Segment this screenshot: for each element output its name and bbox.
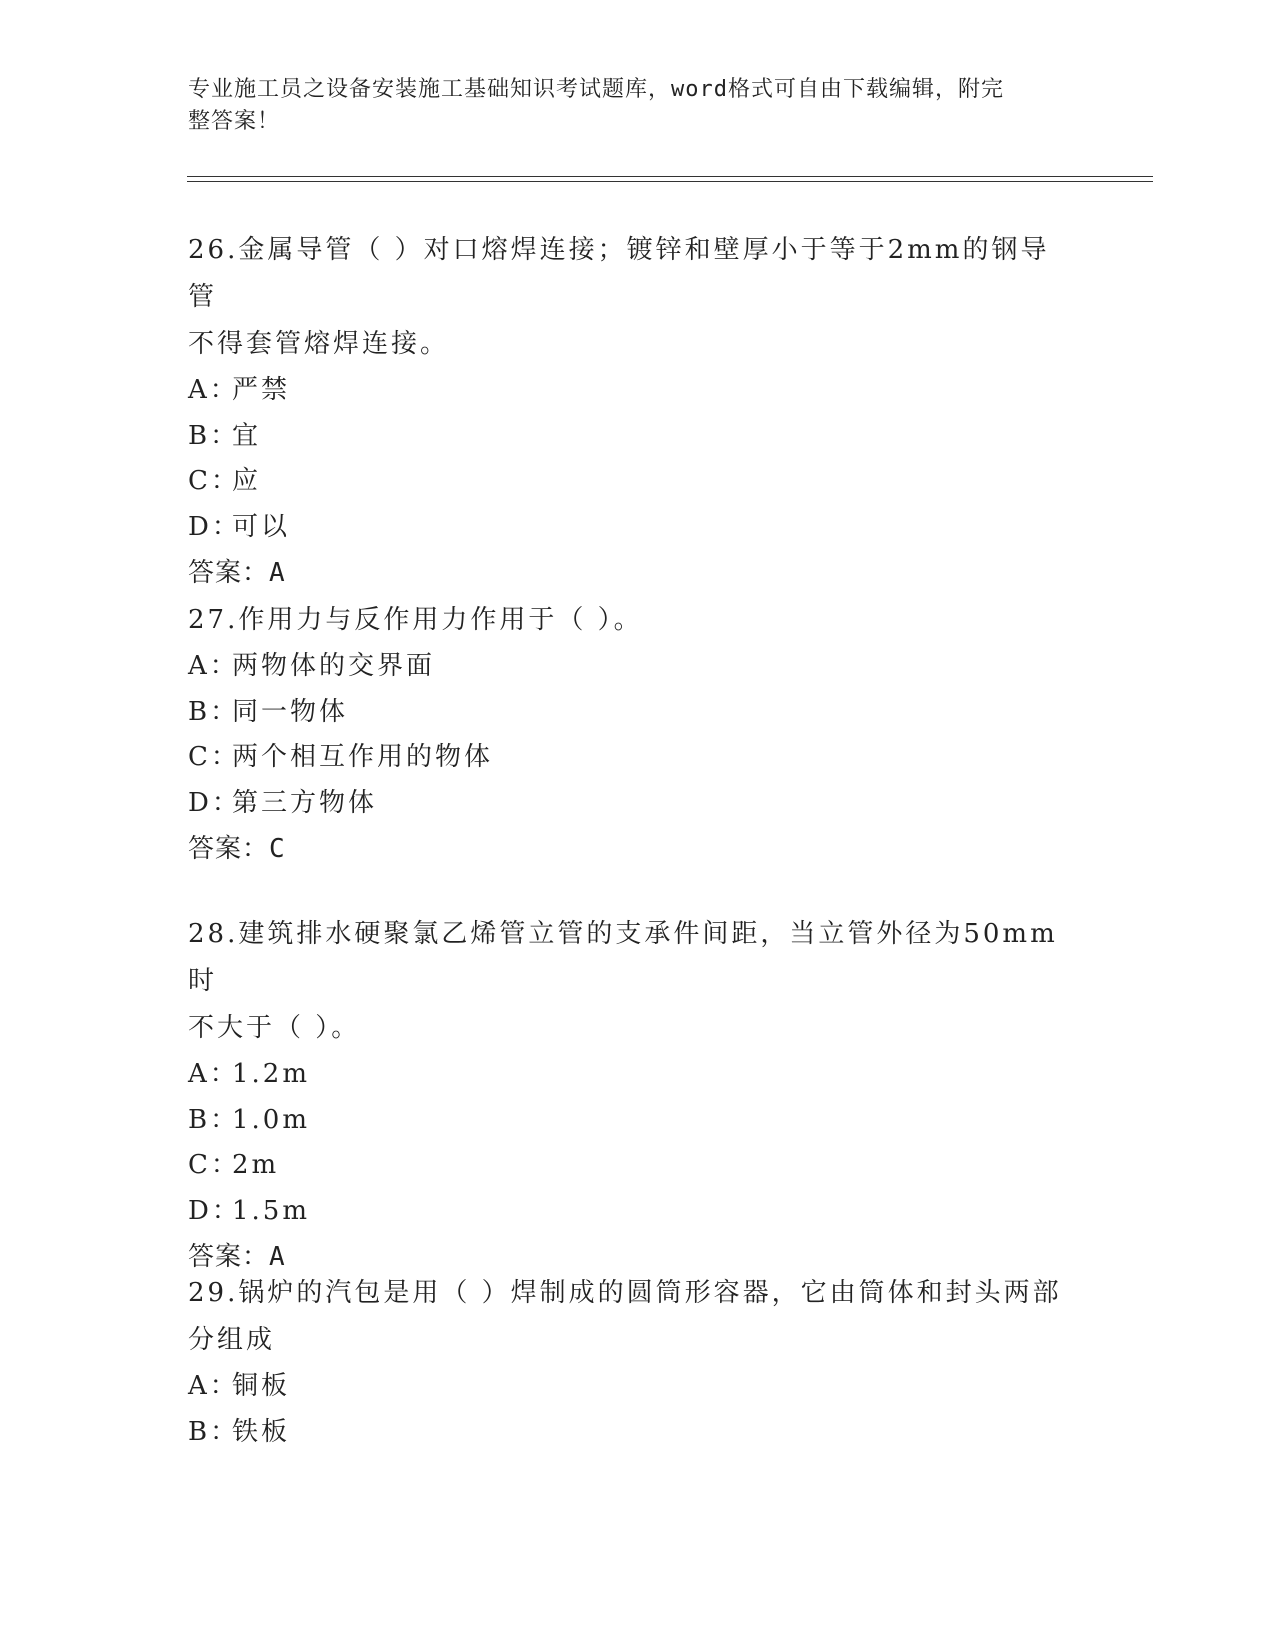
header-line-2: 整答案！	[188, 109, 281, 134]
option-c	[188, 459, 1068, 505]
option-key: D：	[188, 511, 241, 542]
option-key: C：	[188, 1150, 240, 1180]
option-b	[188, 690, 1068, 736]
option-key: C：	[188, 466, 240, 496]
question-28	[188, 911, 1068, 1280]
question-stem-line-1: 27.作用力与反作用力作用于（ ）。	[188, 605, 643, 635]
option-a	[188, 368, 1068, 414]
option-text: 严禁	[232, 375, 291, 405]
option-text: 同一物体	[232, 696, 349, 727]
option-text: 两物体的交界面	[232, 651, 436, 681]
option-key: B：	[188, 1416, 240, 1447]
header-divider-top	[187, 176, 1153, 177]
option-d	[188, 1189, 1068, 1235]
option-b	[188, 1410, 1068, 1456]
answer-line: 答案：A	[188, 1242, 286, 1272]
document-header	[188, 74, 1068, 138]
option-a	[188, 1052, 1068, 1098]
header-divider-bottom	[187, 181, 1153, 182]
question-27	[188, 597, 1068, 872]
option-text: 应	[232, 466, 262, 496]
option-d	[188, 781, 1068, 827]
option-key: A：	[188, 1059, 239, 1089]
option-c	[188, 735, 1068, 781]
option-key: B：	[188, 420, 240, 451]
option-text: 可以	[232, 511, 291, 542]
option-text: 铜板	[232, 1371, 291, 1401]
option-key: D：	[188, 787, 241, 818]
option-c	[188, 1143, 1068, 1189]
option-text: 1.5m	[232, 1195, 311, 1226]
option-key: A：	[188, 375, 239, 405]
option-text: 2m	[232, 1150, 280, 1180]
option-b	[188, 1098, 1068, 1144]
question-stem-line-2: 不大于（ ）。	[188, 1013, 361, 1043]
question-26	[188, 227, 1068, 596]
option-text: 第三方物体	[232, 787, 378, 818]
option-key: A：	[188, 651, 239, 681]
option-key: B：	[188, 696, 240, 727]
option-key: D：	[188, 1195, 241, 1226]
question-29	[188, 1270, 1068, 1455]
option-b	[188, 414, 1068, 460]
option-text: 1.2m	[232, 1059, 311, 1089]
option-text: 宜	[232, 420, 262, 451]
option-text: 两个相互作用的物体	[232, 742, 494, 772]
header-line-1: 专业施工员之设备安装施工基础知识考试题库，word格式可自由下载编辑，附完	[188, 77, 1004, 102]
option-a	[188, 644, 1068, 690]
option-a	[188, 1364, 1068, 1410]
option-d	[188, 505, 1068, 551]
question-stem-line-1: 29.锅炉的汽包是用（ ）焊制成的圆筒形容器，它由筒体和封头两部	[188, 1278, 1062, 1308]
option-key: C：	[188, 742, 240, 772]
answer-line: 答案：A	[188, 558, 286, 588]
answer-line: 答案：C	[188, 834, 286, 864]
option-key: B：	[188, 1104, 240, 1135]
option-text: 1.0m	[232, 1104, 311, 1135]
question-stem-line-1: 26.金属导管（ ）对口熔焊连接；镀锌和壁厚小于等于2mm的钢导管	[188, 235, 1050, 312]
option-text: 铁板	[232, 1416, 291, 1447]
question-stem-line-2: 分组成	[188, 1325, 276, 1355]
option-key: A：	[188, 1371, 239, 1401]
question-stem-line-2: 不得套管熔焊连接。	[188, 329, 450, 359]
question-stem-line-1: 28.建筑排水硬聚氯乙烯管立管的支承件间距，当立管外径为50mm时	[188, 919, 1058, 996]
